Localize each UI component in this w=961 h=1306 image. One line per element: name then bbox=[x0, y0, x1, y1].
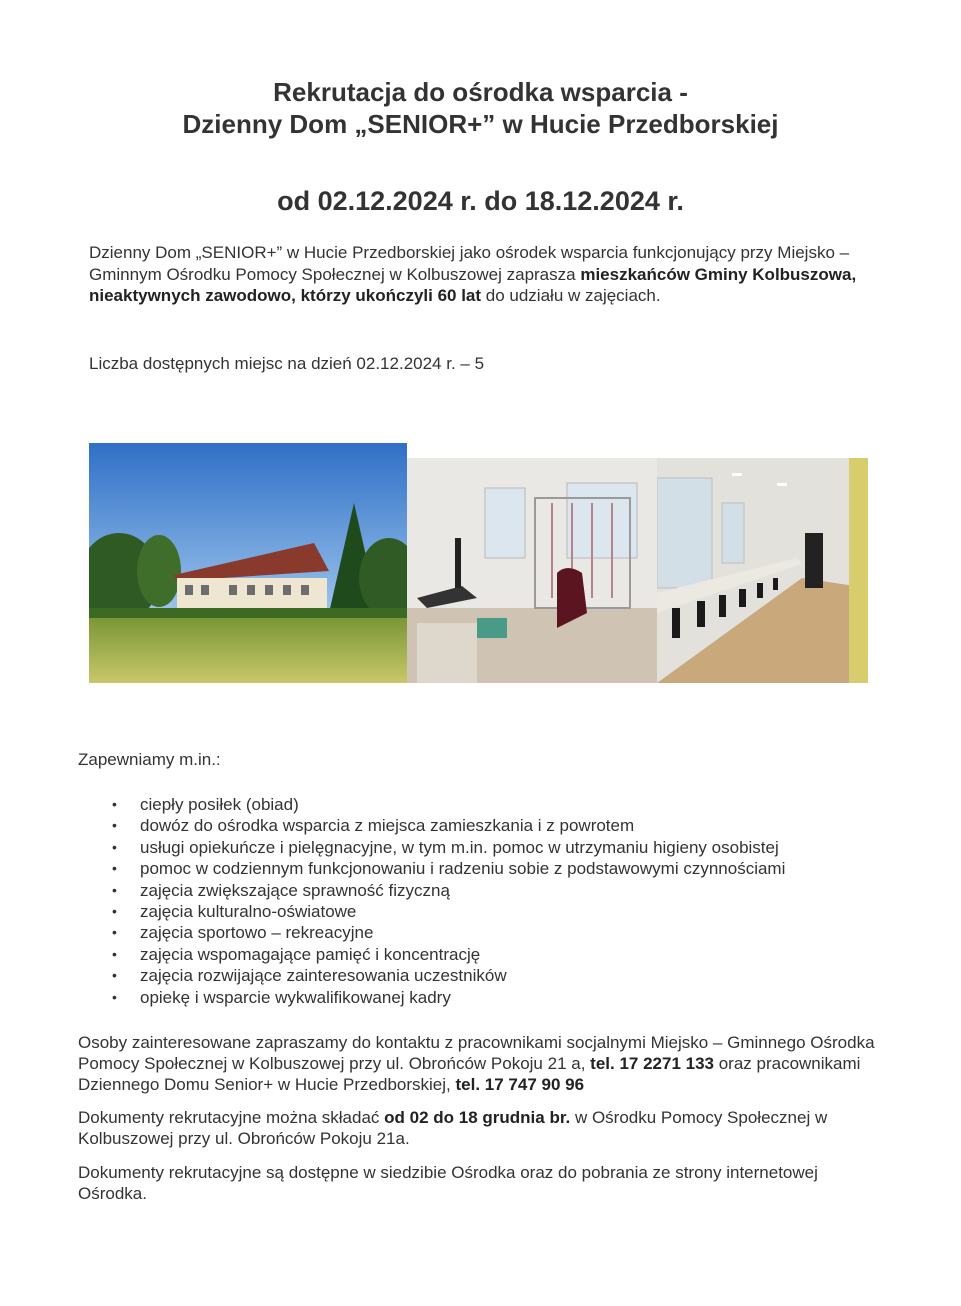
bullet-icon: • bbox=[112, 860, 117, 877]
documents-text-start: Dokumenty rekrutacyjne można składać bbox=[78, 1108, 385, 1127]
gym-room-photo bbox=[407, 458, 657, 683]
bullet-icon: • bbox=[112, 945, 117, 962]
list-item bbox=[78, 858, 785, 879]
bullet-icon: • bbox=[112, 796, 117, 812]
service-text: pomoc w codziennym funkcjonowaniu i radzeniu sobie z podstawowymi czynnościami bbox=[140, 859, 786, 879]
service-text: zajęcia wspomagające pamięć i koncentrację bbox=[140, 944, 481, 964]
bullet-icon: • bbox=[112, 881, 117, 898]
recruitment-dates: od 02.12.2024 r. do 18.12.2024 r. bbox=[277, 186, 684, 216]
list-item bbox=[78, 922, 785, 943]
bullet-icon: • bbox=[112, 988, 117, 1005]
intro-text-start: Dzienny Dom „SENIOR+” w Hucie Przedborskiej jako ośrodek wsparcia funkcjonujący przy Miejsko – Gminnym Ośrodku Pomocy Społecznej w Kolbuszowej zaprasza bbox=[89, 243, 850, 284]
dining-room-photo bbox=[657, 458, 868, 683]
list-item bbox=[78, 794, 785, 815]
bullet-icon: • bbox=[112, 838, 117, 855]
contact-text-middle: oraz pracownikami Dziennego Domu Senior+ w Hucie Przedborskiej, bbox=[78, 1054, 861, 1094]
service-text: usługi opiekuńcze i pielęgnacyjne, w tym m.in. pomoc w utrzymaniu higieny osobistej bbox=[140, 837, 779, 857]
phone-senior-house: tel. 17 747 90 96 bbox=[455, 1075, 585, 1094]
bullet-icon: • bbox=[112, 967, 117, 984]
services-heading: Zapewniamy m.in.: bbox=[78, 750, 221, 769]
service-text: zajęcia rozwijające zainteresowania uczestników bbox=[140, 966, 507, 986]
bullet-icon: • bbox=[112, 817, 117, 834]
service-text: zajęcia kulturalno-oświatowe bbox=[140, 901, 357, 921]
services-list bbox=[78, 794, 785, 1008]
documents-availability-paragraph: Dokumenty rekrutacyjne są dostępne w siedzibie Ośrodka oraz do pobrania ze strony internetowej Ośrodka. bbox=[78, 1163, 818, 1203]
list-item bbox=[78, 965, 785, 986]
building-exterior-photo bbox=[89, 443, 407, 683]
photo-collage bbox=[89, 443, 868, 683]
page-title-line2: Dzienny Dom „SENIOR+” w Hucie Przedborskiej bbox=[182, 109, 779, 139]
phone-ops: tel. 17 2271 133 bbox=[590, 1054, 714, 1073]
page-title-line1: Rekrutacja do ośrodka wsparcia - bbox=[273, 77, 688, 107]
intro-text-end: do udziału w zajęciach. bbox=[481, 286, 661, 305]
list-item bbox=[78, 901, 785, 922]
list-item bbox=[78, 880, 785, 901]
intro-paragraph bbox=[89, 242, 869, 307]
list-item bbox=[78, 944, 785, 965]
documents-paragraph bbox=[78, 1107, 878, 1149]
submission-period: od 02 do 18 grudnia br. bbox=[384, 1108, 571, 1127]
list-item bbox=[78, 987, 785, 1008]
service-text: zajęcia zwiększające sprawność fizyczną bbox=[140, 880, 450, 900]
bullet-icon: • bbox=[112, 924, 117, 941]
contact-text-start: Osoby zainteresowane zapraszamy do kontaktu z pracownikami socjalnymi Miejsko – Gminnego Ośrodka Pomocy Społecznej w Kolbuszowej przy ul. Obrońców Pokoju 21 a, bbox=[78, 1033, 875, 1073]
list-item bbox=[78, 815, 785, 836]
bullet-icon: • bbox=[112, 902, 117, 919]
contact-paragraph bbox=[78, 1032, 878, 1095]
intro-target-group: mieszkańców Gminy Kolbuszowa, nieaktywnych zawodowo, którzy ukończyli 60 lat bbox=[89, 264, 857, 305]
service-text: dowóz do ośrodka wsparcia z miejsca zamieszkania i z powrotem bbox=[140, 816, 635, 836]
list-item bbox=[78, 837, 785, 858]
service-text: zajęcia sportowo – rekreacyjne bbox=[140, 923, 374, 943]
service-text: opiekę i wsparcie wykwalifikowanej kadry bbox=[140, 987, 451, 1007]
available-places: Liczba dostępnych miejsc na dzień 02.12.2024 r. – 5 bbox=[89, 354, 485, 373]
documents-text-end: w Ośrodku Pomocy Społecznej w Kolbuszowej przy ul. Obrońców Pokoju 21a. bbox=[78, 1108, 828, 1148]
service-text: ciepły posiłek (obiad) bbox=[140, 795, 299, 814]
